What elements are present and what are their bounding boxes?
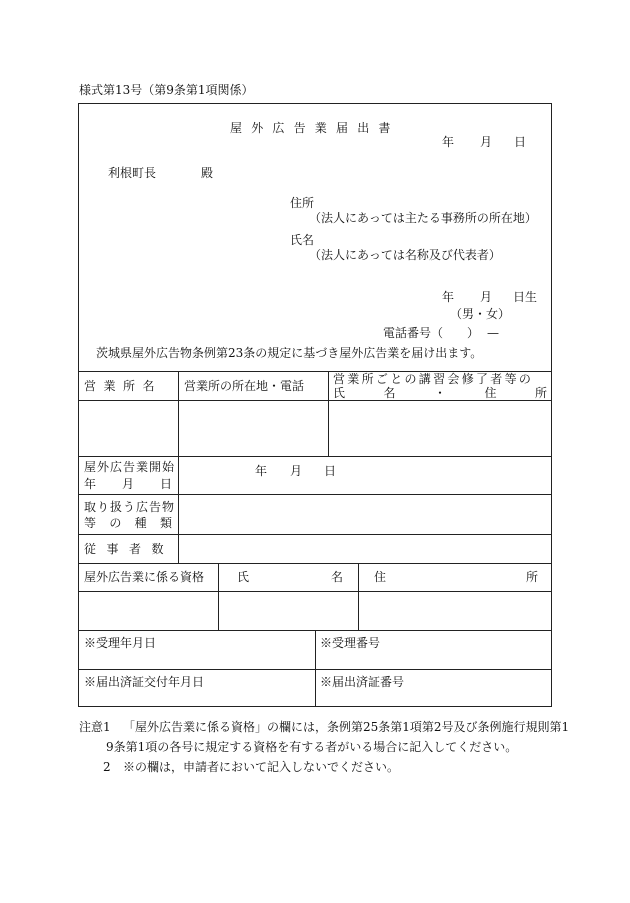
office-name-header: 営業所名 [84, 379, 163, 393]
qualification-label: 屋外広告業に係る資格 [84, 570, 205, 584]
rule [78, 591, 552, 592]
training-header-char: 氏 [333, 386, 346, 400]
ad-types-label-line1: 取り扱う広告物 [84, 500, 176, 514]
note2-line: ※の欄は，申請者において記入しないでください。 [123, 760, 400, 774]
start-date-label-line2 [84, 477, 172, 491]
rule [78, 494, 552, 495]
training-header-char: 名 [383, 386, 396, 400]
qualification-address-char: 所 [525, 570, 538, 584]
name-label: 氏名 [290, 233, 315, 247]
address-note: （法人にあっては主たる事務所の所在地） [309, 211, 537, 225]
received-date-label: ※受理年月日 [84, 636, 157, 650]
form-title: 屋外広告業届出書 [230, 121, 400, 135]
phone-dash: — [487, 326, 499, 340]
qualification-name-char: 氏 [237, 570, 250, 584]
rule [78, 563, 552, 564]
statement: 茨城県屋外広告物条例第23条の規定に基づき屋外広告業を届け出ます。 [96, 346, 483, 360]
addressee-honorific: 殿 [201, 166, 214, 180]
birth-year: 年 [442, 290, 455, 304]
training-header-char: 所 [534, 386, 547, 400]
start-date-year: 年 [255, 464, 268, 478]
rule [78, 456, 552, 457]
rule-col [218, 563, 219, 630]
birth-day: 日生 [513, 290, 538, 304]
rule-col [358, 563, 359, 630]
rule-col [315, 630, 316, 707]
date-month: 月 [480, 135, 493, 149]
training-header-line2 [333, 386, 547, 400]
start-date-label-char: 年 [84, 477, 97, 491]
rule [78, 400, 552, 401]
ad-types-label-char: 類 [159, 516, 172, 530]
start-date-label-char: 日 [159, 477, 172, 491]
note1-line1: 「屋外広告業に係る資格」の欄には，条例第25条第1項第2号及び条例施行規則第1 [123, 720, 570, 734]
office-location-header: 営業所の所在地・電話 [184, 379, 305, 393]
address-label: 住所 [290, 196, 315, 210]
rule [78, 534, 552, 535]
training-header-line1: 営業所ごとの講習会修了者等の [333, 372, 534, 386]
qualification-name-header [237, 570, 343, 584]
form-frame [78, 103, 552, 707]
rule-col [178, 456, 179, 563]
rule-col [328, 371, 329, 456]
addressee-name: 利根町長 [108, 166, 157, 180]
start-date-label-char: 月 [121, 477, 134, 491]
certificate-number-label: ※届出済証番号 [320, 675, 405, 689]
note2-label: 2 [103, 760, 111, 774]
birth-month: 月 [480, 290, 493, 304]
training-header-char: ・ [433, 386, 446, 400]
note1-label: 注意1 [79, 720, 111, 734]
gender: （男・女） [450, 307, 511, 321]
rule-col [178, 371, 179, 456]
ad-types-label-char: 等 [84, 516, 97, 530]
qualification-name-char: 名 [330, 570, 343, 584]
qualification-address-char: 住 [374, 570, 387, 584]
phone-label: 電話番号（ ） [383, 326, 480, 340]
employees-label: 従事者数 [84, 542, 175, 556]
ad-types-label-line2 [84, 516, 172, 530]
qualification-address-header [374, 570, 538, 584]
form-number: 様式第13号（第9条第1項関係） [79, 83, 254, 97]
received-number-label: ※受理番号 [320, 636, 381, 650]
training-header-char: 住 [484, 386, 497, 400]
date-day: 日 [514, 135, 527, 149]
certificate-date-label: ※届出済証交付年月日 [84, 675, 205, 689]
ad-types-label-char: の [109, 516, 122, 530]
name-note: （法人にあっては名称及び代表者） [309, 248, 501, 262]
date-year: 年 [442, 135, 455, 149]
start-date-day: 日 [324, 464, 337, 478]
start-date-label-line1: 屋外広告業開始 [84, 460, 176, 474]
start-date-month: 月 [290, 464, 303, 478]
ad-types-label-char: 種 [134, 516, 147, 530]
note1-line2: 9条第1項の各号に規定する資格を有する者がいる場合に記入してください。 [106, 740, 518, 754]
